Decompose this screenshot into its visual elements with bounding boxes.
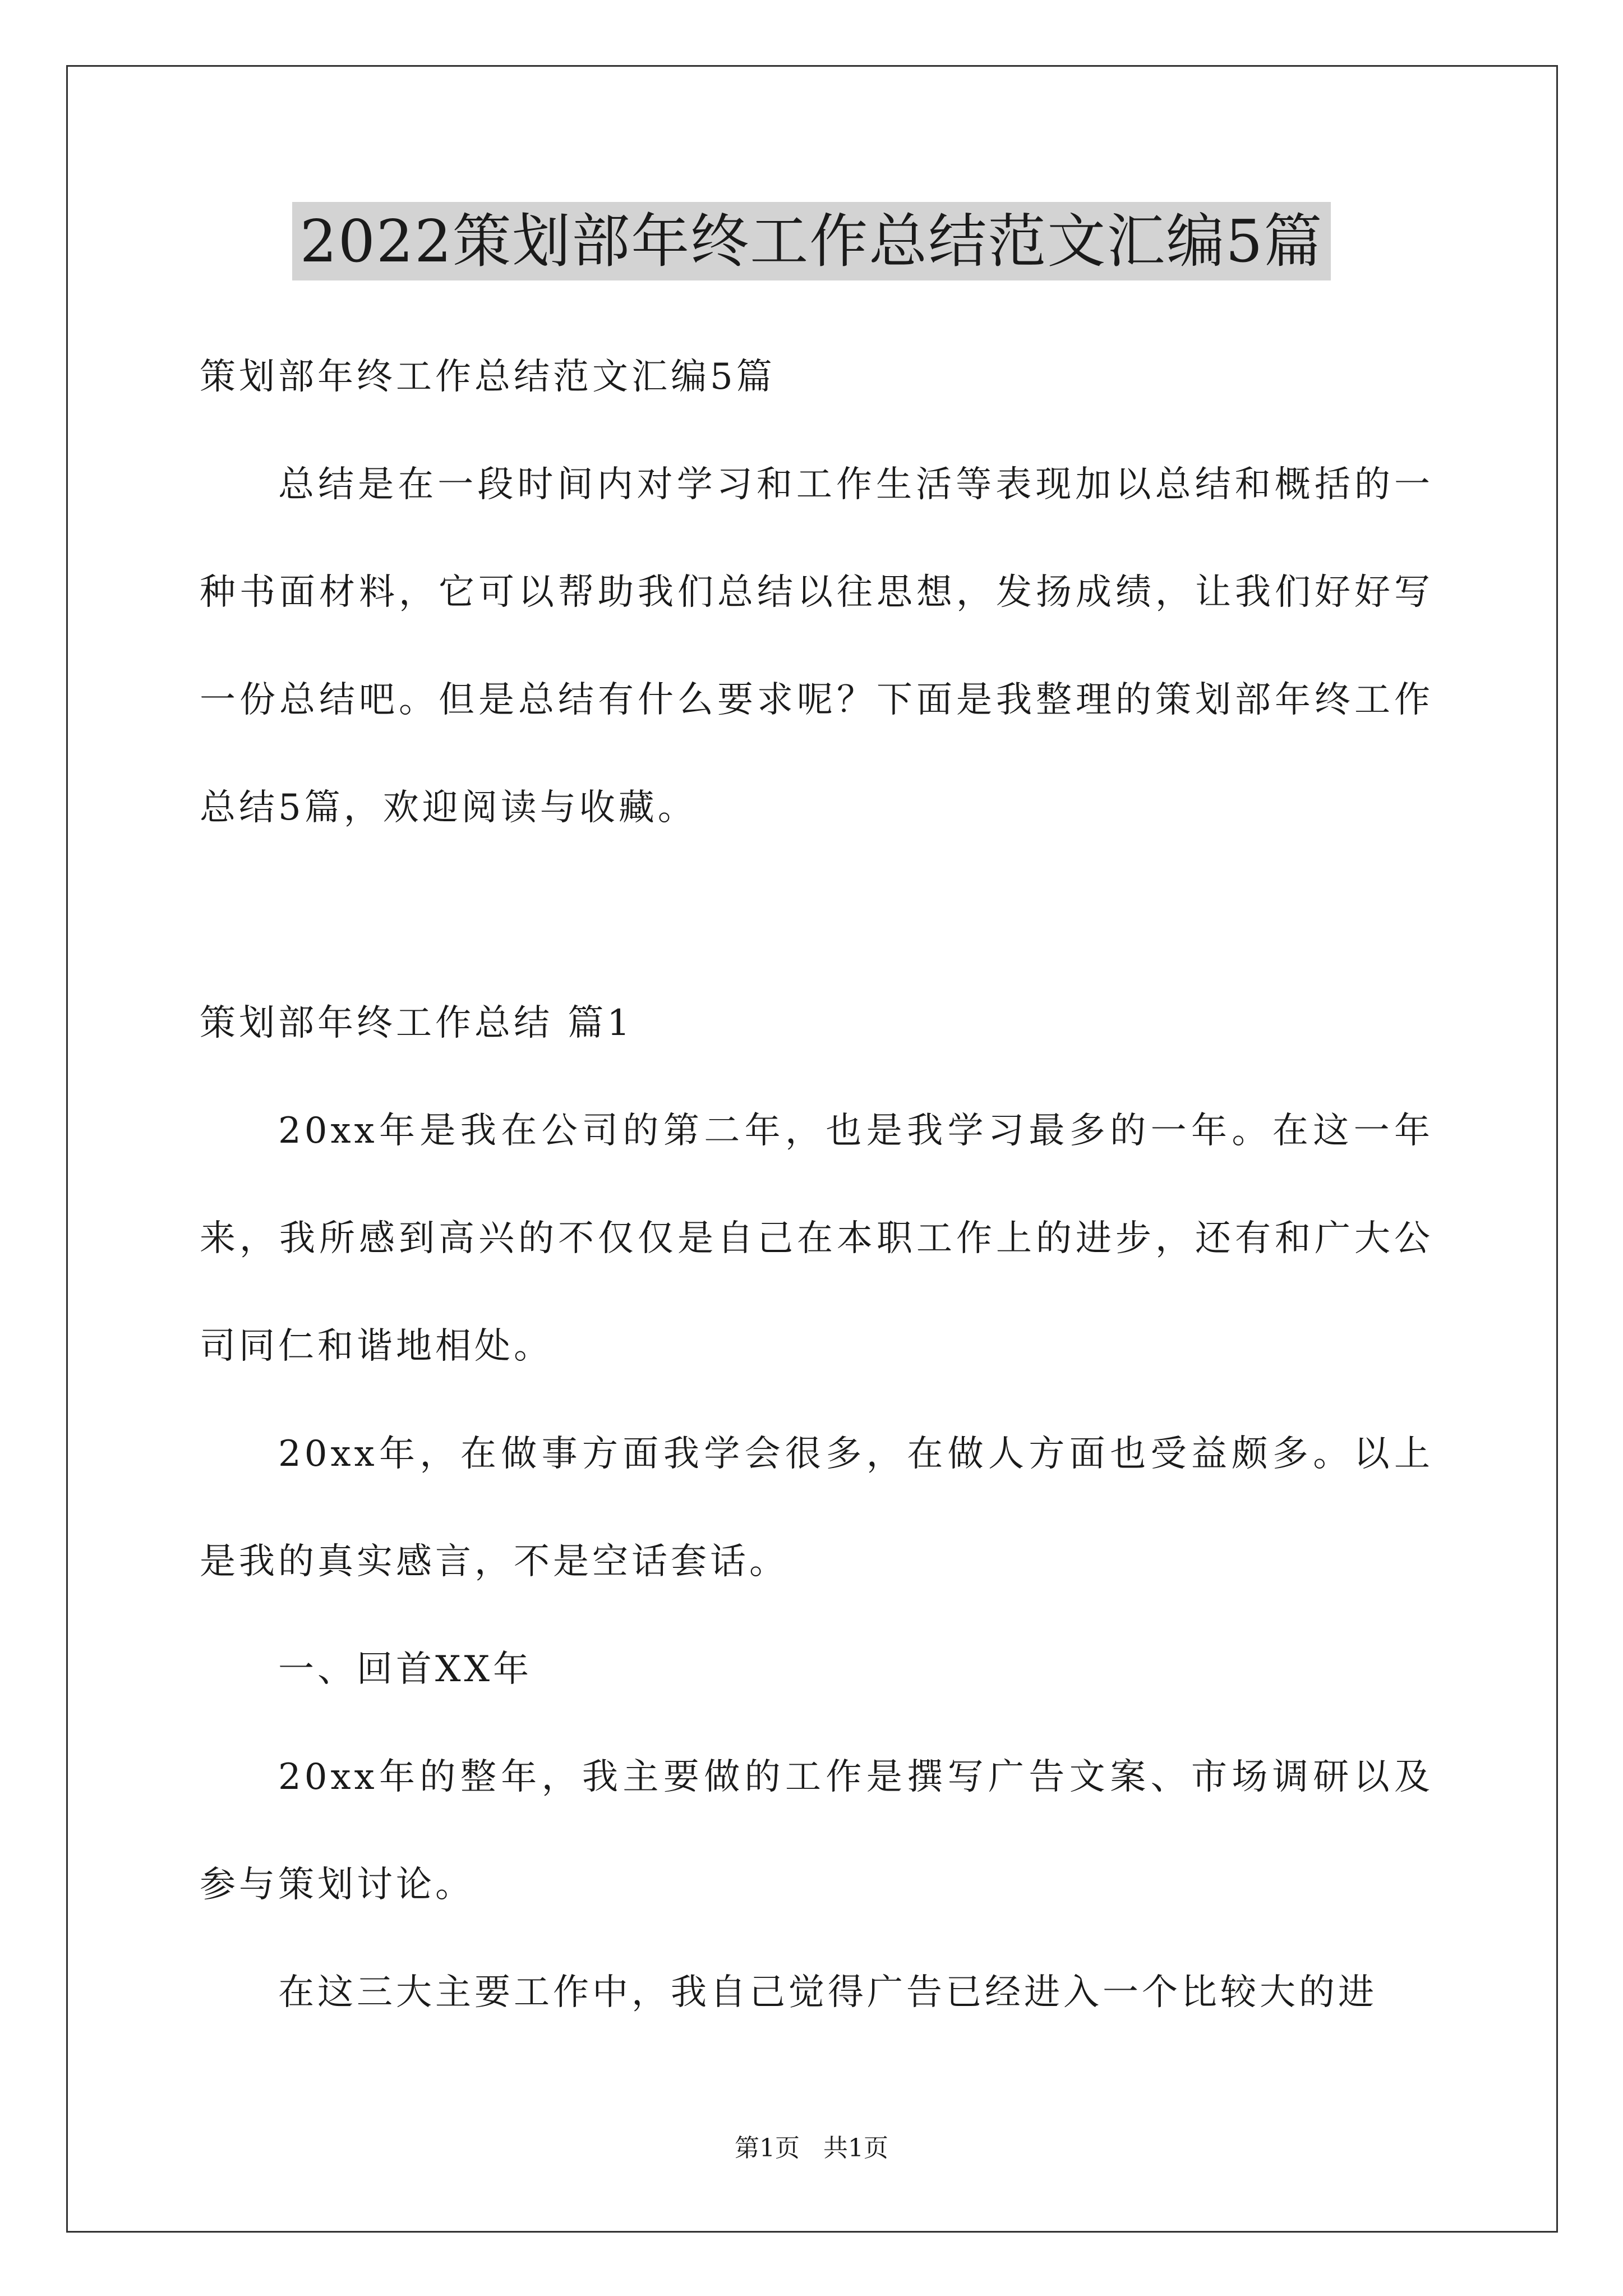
body-paragraph-3: 20xx年的整年，我主要做的工作是撰写广告文案、市场调研以及参与策划讨论。: [200, 1756, 1433, 1906]
section-heading: 策划部年终工作总结 篇1: [200, 1002, 634, 1044]
title-container: [0, 202, 1623, 280]
document-title: 2022策划部年终工作总结范文汇编5篇: [292, 202, 1331, 280]
body-subheading: 一、回首XX年: [278, 1649, 533, 1690]
page-footer: 第1页 共1页: [735, 2134, 888, 2162]
intro-paragraph: 总结是在一段时间内对学习和工作生活等表现加以总结和概括的一种书面材料，它可以帮助我们总结以往思想，发扬成绩，让我们好好写一份总结吧。但是总结有什么要求呢？下面是我整理的策划部年终工作总结5篇，欢迎阅读与收藏。: [200, 464, 1433, 829]
body-paragraph-2: 20xx年，在做事方面我学会很多，在做人方面也受益颇多。以上是我的真实感言，不是空话套话。: [200, 1433, 1433, 1582]
body-paragraph-1: 20xx年是我在公司的第二年，也是我学习最多的一年。在这一年来，我所感到高兴的不仅仅是自己在本职工作上的进步，还有和广大公司同仁和谐地相处。: [200, 1110, 1433, 1367]
document-subtitle: 策划部年终工作总结范文汇编5篇: [200, 356, 776, 398]
body-paragraph-4: 在这三大主要工作中，我自己觉得广告已经进入一个比较大的进: [278, 1972, 1377, 2013]
